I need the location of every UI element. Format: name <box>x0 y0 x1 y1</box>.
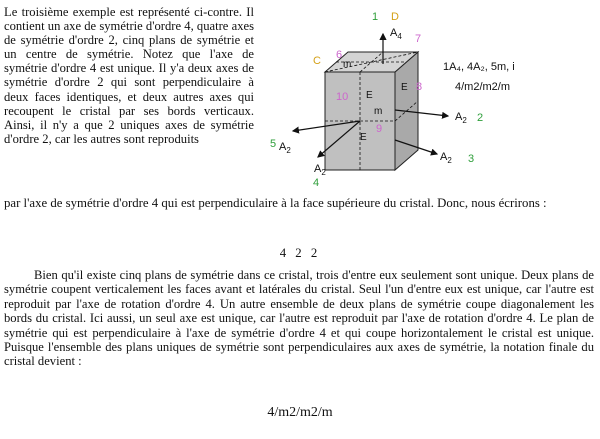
formula-422: 4 2 2 <box>279 246 321 260</box>
annotation-d: D <box>391 11 399 23</box>
paragraph-intro: Le troisième exemple est représenté ci-contre. Il contient un axe de symétrie d'ordre 4, quatre axes de symétrie d'ordre 2, cinq plans de symétrie et un centre de symétrie. Notez que l'axe de symétrie d'ordre 4 est unique. Il y'a deux axes de symétrie d'ordre 2 qui sont perpendiculaire à deux faces identiques, et deux autres axes qui recoupent le cristal par ses bords verticaux. Ainsi, il n'y a que 2 uniques axes de symétrie d'ordre 2, car les autres sont reproduits <box>4 5 254 146</box>
annotation-6: 6 <box>336 49 343 61</box>
annotation-2: 2 <box>477 112 484 124</box>
annotation-9: 9 <box>376 123 383 135</box>
formula-final: 4/m2/m2/m <box>267 405 333 420</box>
label-m-front: m <box>374 106 383 117</box>
label-a2-lower-right: $A_2$ <box>440 151 452 165</box>
label-a2-left: $A_2$ <box>279 141 291 155</box>
label-e-top: E <box>366 90 373 101</box>
annotation-5: 5 <box>270 138 277 150</box>
label-e-front: E <box>401 82 408 93</box>
annotation-8: 8 <box>416 81 423 93</box>
crystal-figure <box>0 0 600 200</box>
annotation-7: 7 <box>415 33 422 45</box>
legend-symmetry-elements: 1A₄, 4A₂, 5m, i <box>443 61 515 73</box>
label-e-right: E <box>360 132 367 143</box>
paragraph-planes: Bien qu'il existe cinq plans de symétrie dans ce cristal, trois d'entre eux seulement sont unique. Deux plans de symétrie coupent verticalement les faces avant et latérales du cristal. Seul l'un d'entre eux est unique, car l'autre est reproduit par l'axe de rotation d'ordre 4. Un autre ensemble de deux plans de symétrie coupe diagonalement les bords du cristal. Ici aussi, un seul axe est unique, car l'autre est reproduit par l'axe de rotation d'ordre 4. Le plan de symétrie qui est perpendiculaire à l'axe de symétrie d'ordre 4 et qui coupe horizontalement le cristal est unique. Puisque l'ensemble des plans uniques de symétrie sont perpendiculaires aux axes de symétrie, la notation finale du cristal devient : <box>4 268 594 369</box>
annotation-4: 4 <box>313 177 320 189</box>
annotation-10: 10 <box>336 91 349 103</box>
label-m-top: m <box>343 59 352 70</box>
label-a2-right: $A_2$ <box>455 111 467 125</box>
annotation-c: C <box>313 55 321 67</box>
annotation-1: 1 <box>372 11 379 23</box>
label-a4: $A_4$ <box>390 27 402 41</box>
legend-notation: 4/m2/m2/m <box>455 81 511 93</box>
label-a2-bottom: $A_2$ <box>314 163 326 177</box>
annotation-3: 3 <box>468 153 475 165</box>
paragraph-axis: par l'axe de symétrie d'ordre 4 qui est perpendiculaire à la face supérieure du cristal. Donc, nous écrirons : <box>4 196 547 210</box>
